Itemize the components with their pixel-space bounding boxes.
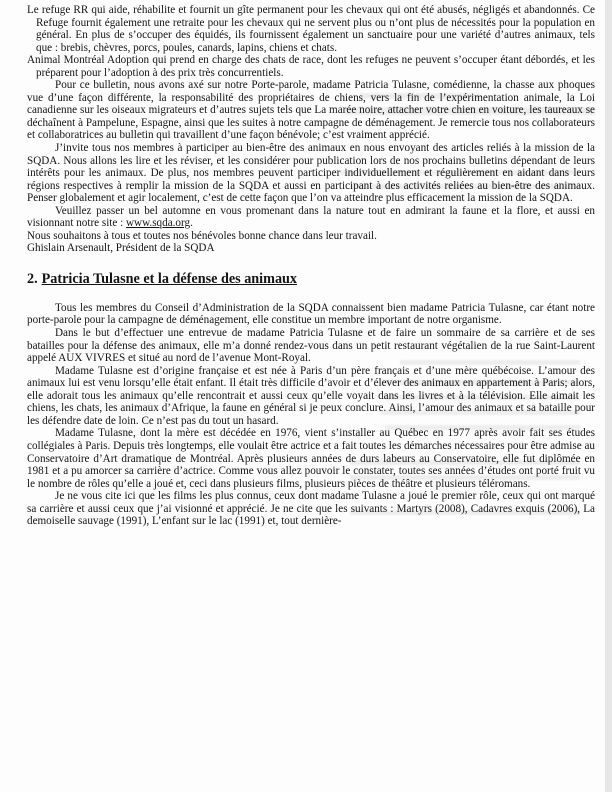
paragraph-films: Je ne vous cite ici que les films les plus connus, ceux dont madame Tulasne a joué le premier rôle, ceux qui ont marqué sa carrière et aussi ceux que j’ai visionné et apprécié. Je ne cite que les suivants : Martyrs (2008), Cadavres exquis (2006), La demoiselle sauvage (1991), L’enfant sur le lac (1991) et, tout dernière- [27, 490, 595, 528]
autumn-end: . [190, 217, 193, 230]
paragraph-origine: Madame Tulasne est d’origine française et est née à Paris d’un père français et d’une mère québécoise. L’amour des animaux lui est venu lorsqu’elle était enfant. Il était très difficile d’avoir et d’élever des animaux en appartement à Paris; alors, elle adorait tous les animaux qu’elle rencontrait et aussi ceux qu’elle voyait dans les livres et à la télévision. Elle aimait les chiens, les chats, les animaux d’Afrique, la faune en général si je peux conclure. Ainsi, l’amour des animaux et sa bataille pour les défendre date de loin. Ce n’est pas du tout un hasard. [27, 364, 595, 427]
paragraph-carriere: Madame Tulasne, dont la mère est décédée en 1976, vient s’installer au Québec en 1977 après avoir fait ses études collégiales à Paris. Depuis très longtemps, elle voulait être actrice et a fait toutes les démarches nécessaires pour être admise au Conservatoire d’Art dramatique de Montréal. Après plusieurs années de durs labeurs au Conservatoire, elle fut diplômée en 1981 et a pu amorcer sa carrière d’actrice. Comme vous allez pouvoir le constater, toutes ses années d’études ont porté fruit vu le nombre de rôles qu’elle a joué et, ceci dans plusieurs films, plusieurs pièces de théâtre et plusieurs téléromans. [27, 427, 595, 490]
paragraph-autumn [27, 205, 595, 230]
paragraph-refuge-rr: Le refuge RR qui aide, réhabilite et fournit un gîte permanent pour les chevaux qui ont été abusés, négligés et abandonnés. Ce Refuge fournit également une retraite pour les chevaux qui ne servent plus ou n’ont plus de nécessités pour la population en général. En plus de s’occuper des équidés, ils fournissent également un sanctuaire pour une variété d’autres animaux, tels que : brebis, chèvres, porcs, poules, canards, lapins, chiens et chats. [27, 4, 595, 54]
section-number: 2. [27, 270, 38, 287]
section-spacer [27, 255, 595, 271]
autumn-text: Veuillez passer un bel automne en vous promenant dans la nature tout en admirant la faune et la flore, et aussi en visionnant notre site : [27, 204, 595, 230]
section-title: Patricia Tulasne et la défense des animaux [41, 270, 298, 287]
page-content [27, 4, 595, 528]
paragraph-conseil: Tous les membres du Conseil d’Administration de la SQDA connaissent bien madame Patricia Tulasne, car étant notre porte-parole pour la campagne de déménagement, elle constitue un membre important de notre organisme. [27, 301, 595, 327]
paragraph-wishes: Nous souhaitons à tous et toutes nos bénévoles bonne chance dans leur travail. [27, 229, 377, 242]
website-link[interactable]: www.sqda.org [126, 217, 191, 230]
paragraph-bulletin: Pour ce bulletin, nous avons axé sur notre Porte-parole, madame Patricia Tulasne, comédienne, la chasse aux phoques vue d’une façon différente, la responsabilité des propriétaires de chiens, vers la fin de l’expérimentation animale, la Loi canadienne sur les oiseaux migrateurs et d’autres sujets tels que La marée noire, attacher votre chien en voiture, les taureaux se déchaînent à Pampelune, Espagne, ainsi que les suites à notre campagne de déménagement. Je remercie tous nos collaborateurs et collaboratrices au bulletin qui travaillent d’une façon bénévole; c’est vraiment apprécié. [27, 79, 595, 142]
signature: Ghislain Arsenault, Président de la SQDA [27, 242, 215, 255]
section-2-heading [27, 271, 595, 288]
paragraph-invite: J’invite tous nos membres à participer au bien-être des animaux en nous envoyant des articles reliés à la mission de la SQDA. Nous allons les lire et les réviser, et les considérer pour publication lors de nos prochains bulletins dépendant de leurs intérêts pour les animaux. De plus, nos membres peuvent participer individuellement et régulièrement en aidant dans leurs régions respectives à remplir la mission de la SQDA et aussi en participant à des activités reliées au bien-être des animaux. Penser globalement et agir localement, c’est de cette façon que l’on va atteindre plus efficacement la mission de la SQDA. [27, 142, 595, 205]
paragraph-entrevue: Dans le but d’effectuer une entrevue de madame Patricia Tulasne et de faire un sommaire de sa carrière et de ses batailles pour la défense des animaux, elle m’a donné rendez-vous dans un petit restaurant végétalien de la rue Saint-Laurent appelé AUX VIVRES et situé au nord de l’avenue Mont-Royal. [27, 327, 595, 365]
paragraph-animal-montreal: Animal Montréal Adoption qui prend en charge des chats de race, dont les refuges ne peuvent s’occuper étant débordés, et les préparent pour l’adoption à des prix très concurrentiels. [27, 54, 595, 79]
